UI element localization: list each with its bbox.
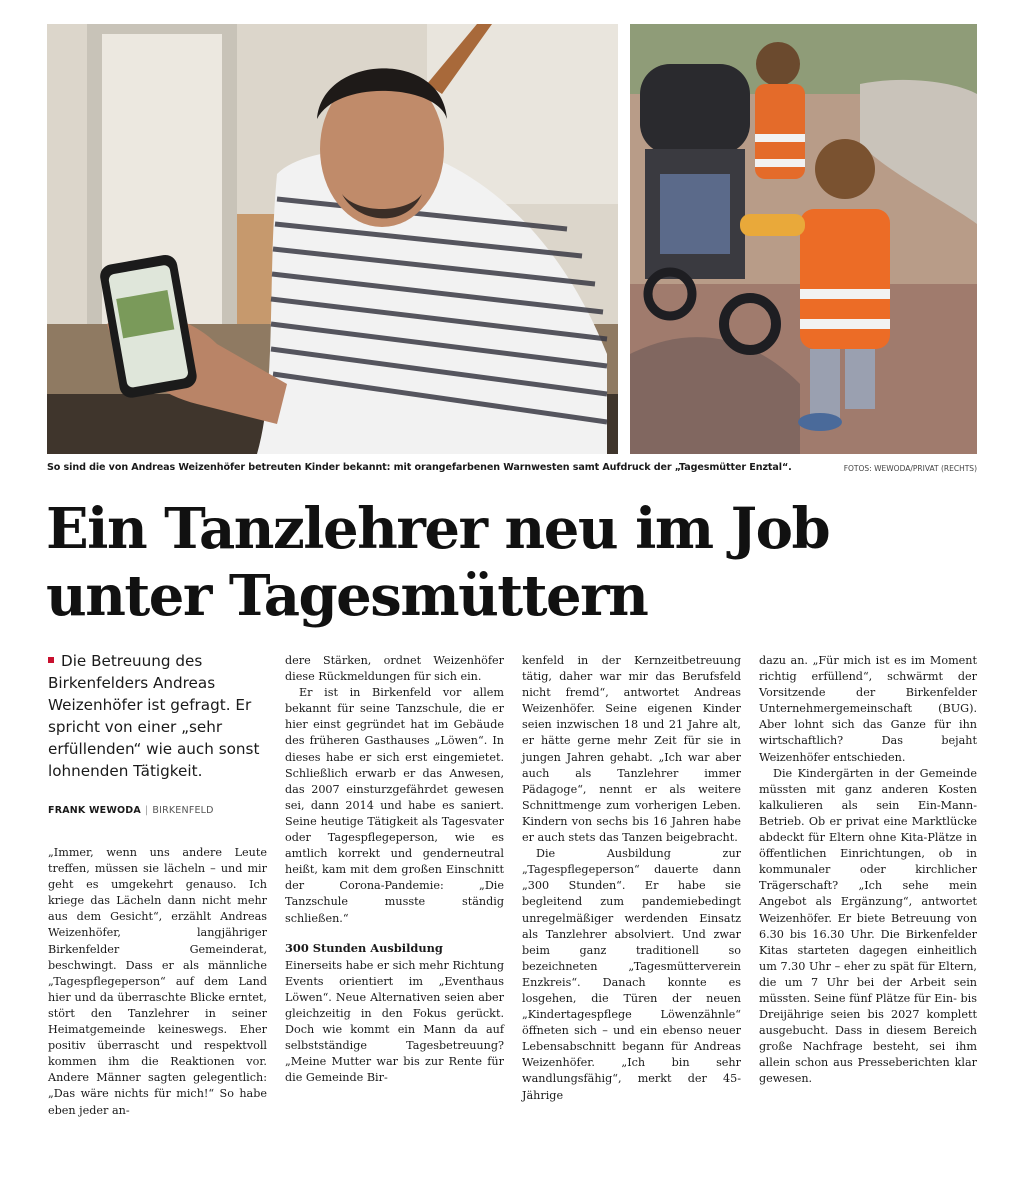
teaser [48, 650, 270, 782]
teaser-text: Die Betreuung des Birkenfelders Andreas Weizenhöfer ist gefragt. Er spricht von einer „sehr erfüllenden“ wie auch sonst lohnenden Tätigkeit. [48, 652, 260, 780]
children-with-stroller-photo [630, 24, 977, 454]
paragraph: kenfeld in der Kernzeitbetreuung tätig, daher war mir das Berufsfeld nicht fremd“, antwortet Andreas Weizenhöfer. Seine eigenen Kinder seien inzwischen 18 und 21 Jahre alt, er hätte gerne mehr Zeit für sie in jungen Jahren gehabt. „Ich war aber auch als Tanzlehrer immer Pädagoge“, nennt er als weitere Schnittmenge zum vorherigen Leben. Kindern von sechs bis 16 Jahren habe er auch stets das Tanzen beigebracht. [522, 654, 741, 845]
subheading: 300 Stunden Ausbildung [285, 940, 443, 955]
headline-line-1: Ein Tanzlehrer neu im Job [46, 496, 830, 562]
paragraph: dazu an. „Für mich ist es im Moment richtig erfüllend“, schwärmt der Vorsitzende der Birkenfelder Unternehmergemeinschaft (BUG). Aber lohnt sich das Ganze für ihn wirtschaftlich? Das bejaht Weizenhöfer entschieden. [759, 654, 977, 764]
paragraph: Er ist in Birkenfeld vor allem bekannt für seine Tanzschule, die er hier einst gegründet hat im Gebäude des früheren Gasthauses „Löwen“. In dieses habe er sich erst eingemietet. Schließlich erwarb er das Anwesen, das 2007 einsturzgefährdet gewesen sei, dann 2014 und habe es saniert. Seine heutige Tätigkeit als Tagesvater oder Tagespflegeperson, wie es amtlich korrekt und genderneutral heißt, kam mit dem großen Einschnitt der Corona-Pandemie: „Die Tanzschule musste ständig schließen.“ [285, 686, 504, 925]
byline [48, 805, 270, 816]
byline-place: BIRKENFELD [152, 805, 214, 816]
man-with-phone-photo [47, 24, 618, 454]
headline [46, 496, 976, 630]
paragraph: „Immer, wenn uns andere Leute treffen, müssen sie lächeln – und mir geht es umgekehrt genauso. Ich kriege das Lächeln dann nicht mehr aus dem Gesicht“, erzählt Andreas Weizenhöfer, langjähriger Birkenfelder Gemeinderat, beschwingt. Dass er als männliche „Tagespflegeperson“ auf dem Land hier und da überraschte Blicke erntet, stört den Tanzlehrer in seiner Heimatgemeinde keineswegs. Eher positiv überrascht und respektvoll kommen ihm die Reaktionen vor. Andere Männer sagten gelegentlich: „Das wäre nichts für mich!“ So habe eben jeder an- [48, 846, 267, 1117]
photo-caption: So sind die von Andreas Weizenhöfer betreuten Kinder bekannt: mit orangefarbenen Warnwesten samt Aufdruck der „Tagesmütter Enztal“. [47, 462, 792, 473]
photo-children-with-stroller [630, 24, 977, 454]
byline-separator: | [144, 805, 149, 816]
article-column-3 [522, 653, 741, 1104]
article-column-2 [285, 653, 504, 1086]
paragraph: Die Ausbildung zur „Tagespflegeperson“ dauerte dann „300 Stunden“. Er habe sie begleitend zum pandemiebedingt unregelmäßiger werdenden Einsatz als Tanzlehrer absolviert. Und zwar beim ganz traditionell so bezeichneten „Tagesmütterverein Enzkreis“. Danach konnte es losgehen, die Türen der neuen „Kindertagespflege Löwenzähnle“ öffneten sich – und ein ebenso neuer Lebensabschnitt begann für Andreas Weizenhöfer. „Ich bin sehr wandlungsfähig“, merkt der 45-Jährige [522, 847, 741, 1102]
article-column-1 [48, 845, 267, 1119]
headline-line-2: unter Tagesmüttern [46, 563, 648, 629]
article-column-4 [759, 653, 977, 1088]
bullet-square-icon [48, 657, 54, 663]
photo-man-with-phone [47, 24, 618, 454]
photo-credit: FOTOS: WEWODA/PRIVAT (RECHTS) [843, 464, 977, 473]
paragraph: dere Stärken, ordnet Weizenhöfer diese Rückmeldungen für sich ein. [285, 654, 504, 684]
paragraph: Einerseits habe er sich mehr Richtung Events orientiert im „Eventhaus Löwen“. Neue Alternativen seien aber gleichzeitig in den Fokus gerückt. Doch wie kommt ein Mann da auf selbstständige Tagesbetreuung? „Meine Mutter war bis zur Rente für die Gemeinde Bir- [285, 958, 504, 1085]
paragraph: Die Kindergärten in der Gemeinde müssten mit ganz anderen Kosten kalkulieren als sein Ein-Mann-Betrieb. Ob er privat eine Marktlücke abdeckt für Eltern ohne Kita-Plätze in öffentlichen Einrichtungen, ob in kommunaler oder kirchlicher Trägerschaft? „Ich sehe mein Angebot als Ergänzung“, antwortet Weizenhöfer. Er biete Betreuung von 6.30 bis 16.30 Uhr. Die Birkenfelder Kitas starteten dagegen einheitlich um 7.30 Uhr – eher zu spät für Eltern, die um 7 Uhr bei der Arbeit sein müssten. Seine fünf Plätze für Ein- bis Dreijährige seien bis 2027 komplett ausgebucht. Dass in diesem Bereich große Nachfrage besteht, sei ihm allein schon aus Presseberichten klar gewesen. [759, 766, 977, 1086]
byline-author: FRANK WEWODA [48, 805, 141, 816]
